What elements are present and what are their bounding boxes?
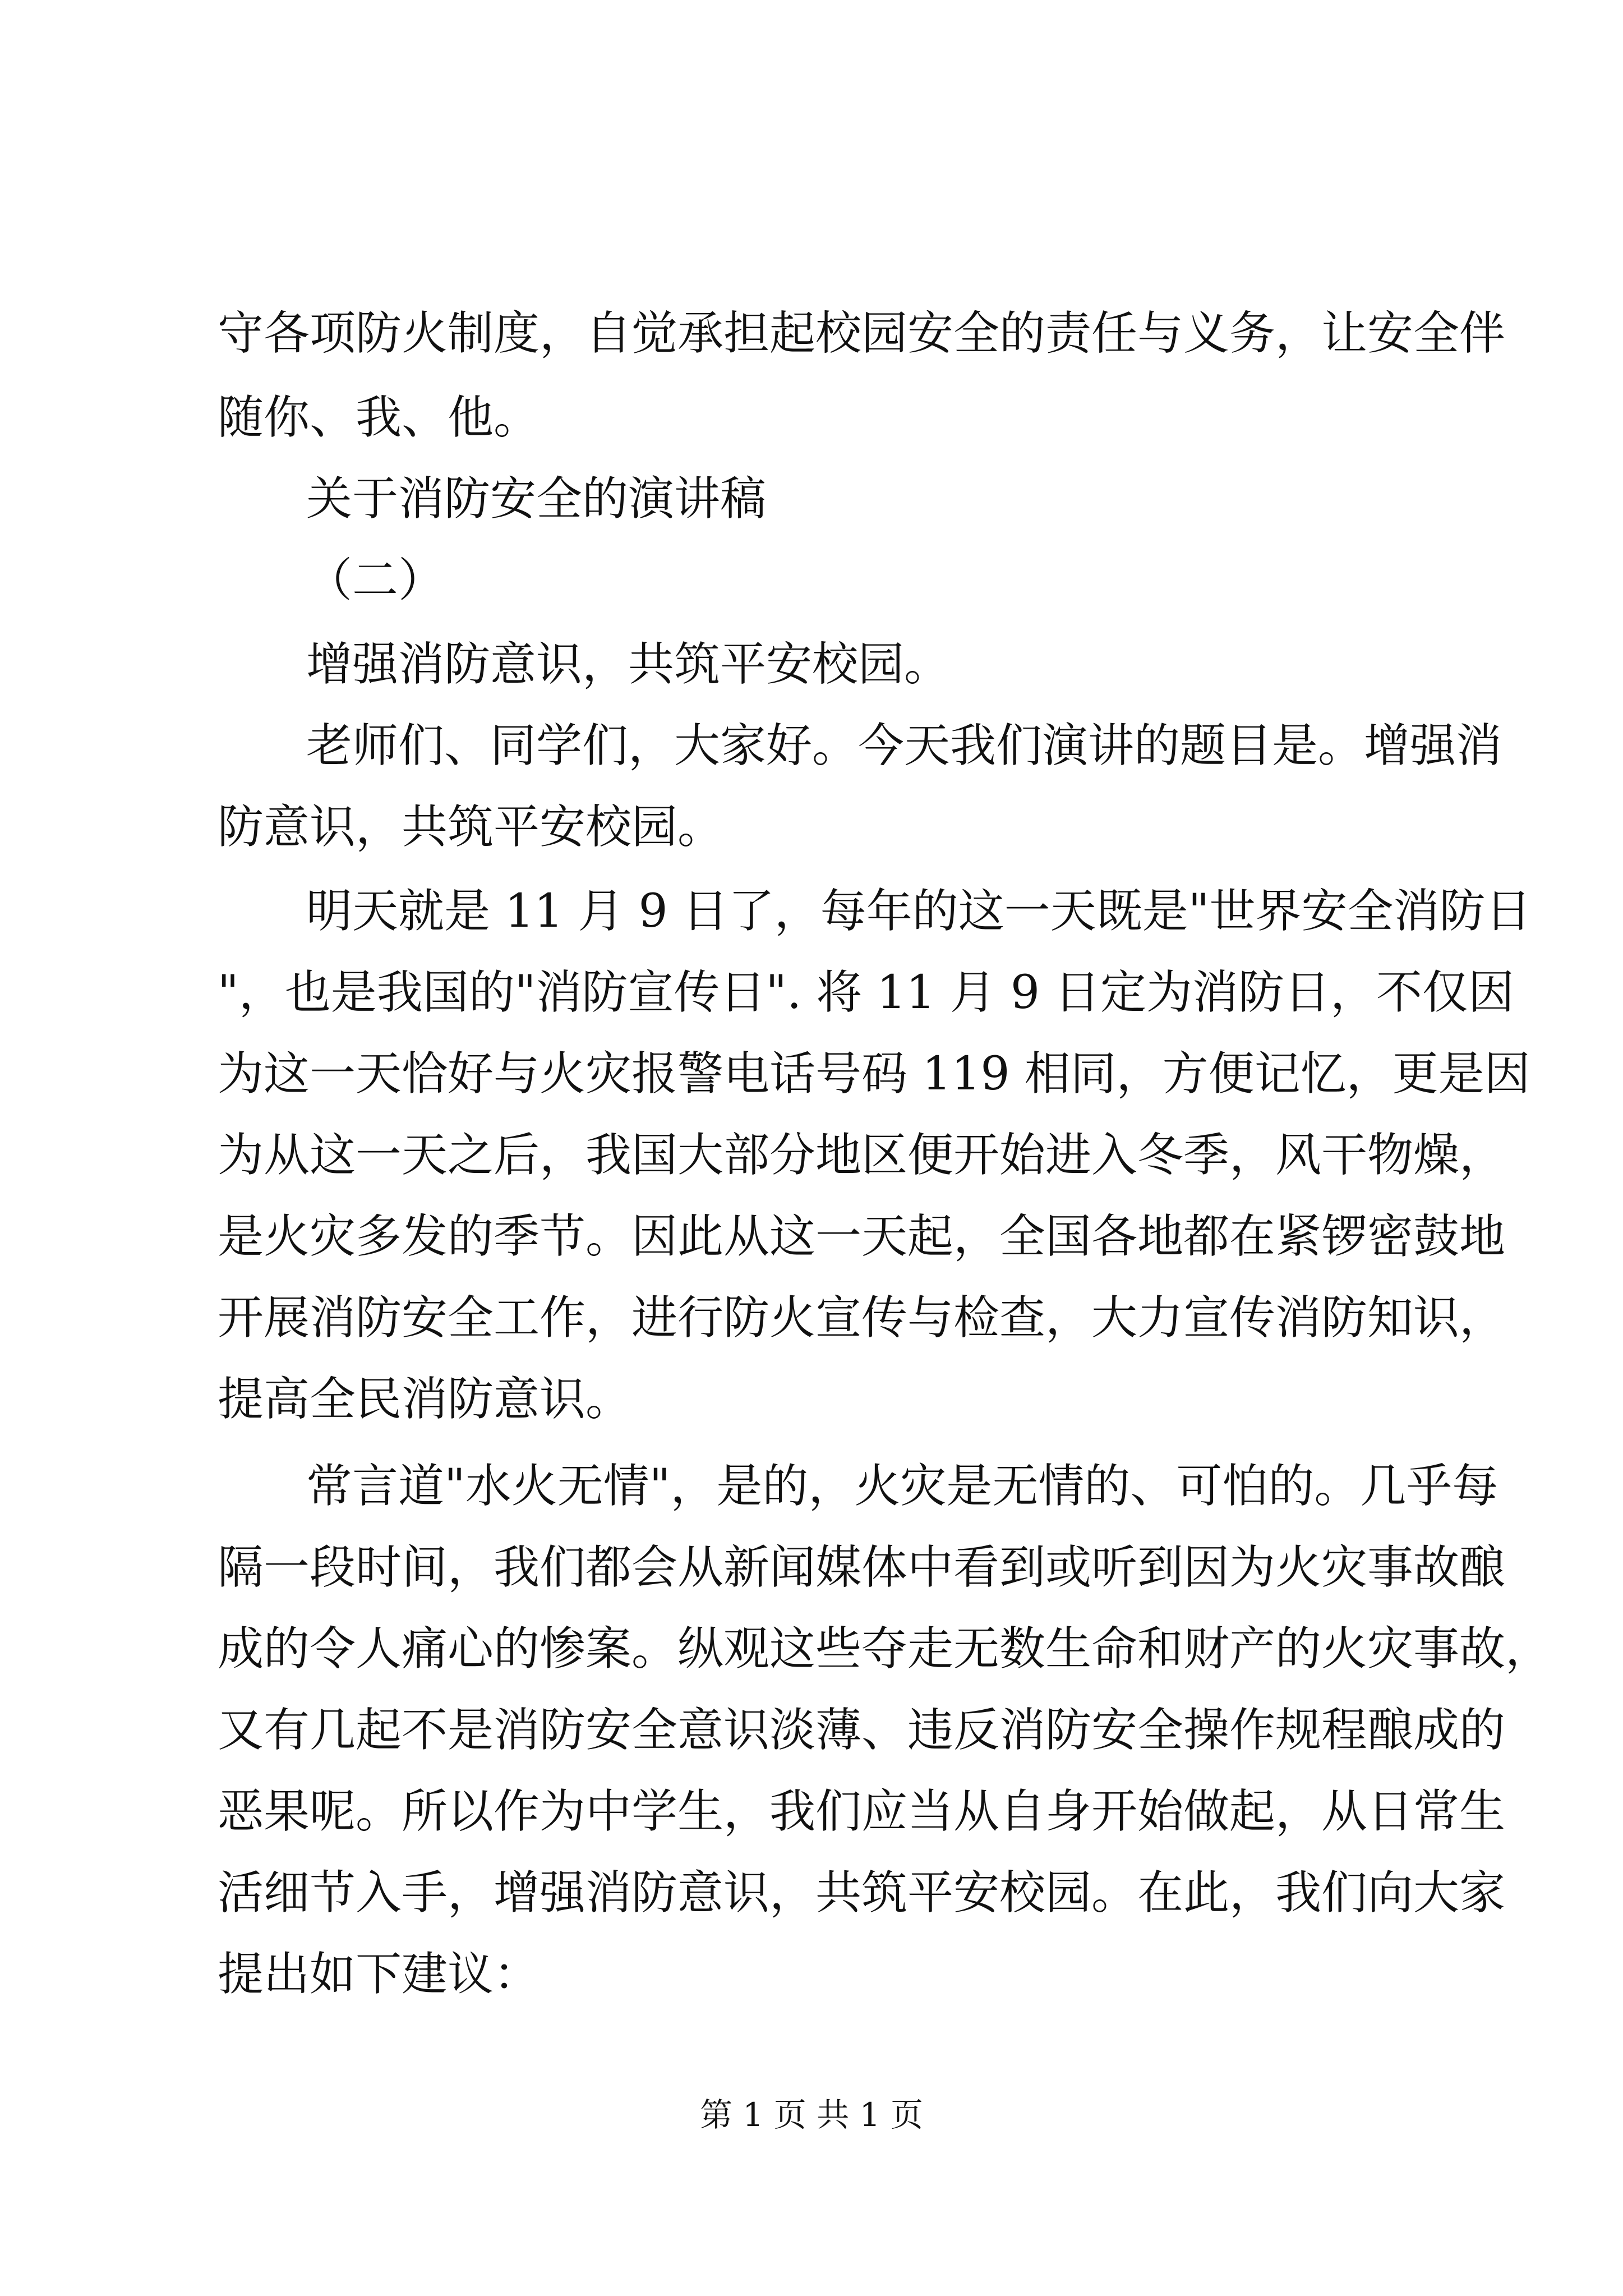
speech-title: 关于消防安全的演讲稿 xyxy=(306,472,767,526)
text-line: "，也是我国的"消防宣传日". 将 11 月 9 日定为消防日，不仅因 xyxy=(218,966,1515,1019)
text-line: 守各项防火制度，自觉承担起校园安全的责任与义务，让安全伴 xyxy=(218,307,1506,360)
text-line: 常言道"水火无情"，是的，火灾是无情的、可怕的。几乎每 xyxy=(306,1460,1498,1513)
text-line: 隔一段时间，我们都会从新闻媒体中看到或听到因为火灾事故酿 xyxy=(218,1541,1506,1594)
text-line: 随你、我、他。 xyxy=(218,391,540,444)
text-line: 活细节入手，增强消防意识，共筑平安校园。在此，我们向大家 xyxy=(218,1866,1506,1920)
text-line: 为从这一天之后，我国大部分地区便开始进入冬季，风干物燥， xyxy=(218,1129,1506,1182)
text-line: 明天就是 11 月 9 日了，每年的这一天既是"世界安全消防日 xyxy=(306,885,1532,938)
text-line: 防意识，共筑平安校园。 xyxy=(218,800,724,854)
text-line: 恶果呢。所以作为中学生，我们应当从自身开始做起，从日常生 xyxy=(218,1785,1506,1838)
text-line: 又有几起不是消防安全意识淡薄、违反消防安全操作规程酿成的 xyxy=(218,1704,1506,1757)
text-line: 提出如下建议： xyxy=(218,1948,540,2001)
section-number: （二） xyxy=(306,554,445,607)
text-line: 老师们、同学们，大家好。今天我们演讲的题目是。增强消 xyxy=(306,719,1502,772)
speech-subtitle: 增强消防意识，共筑平安校园。 xyxy=(306,638,951,691)
page-footer: 第 1 页 共 1 页 xyxy=(700,2096,923,2134)
text-line: 开展消防安全工作，进行防火宣传与检查，大力宣传消防知识， xyxy=(218,1291,1506,1345)
text-line: 为这一天恰好与火灾报警电话号码 119 相同，方便记忆，更是因 xyxy=(218,1047,1530,1101)
text-line: 是火灾多发的季节。因此从这一天起，全国各地都在紧锣密鼓地 xyxy=(218,1210,1506,1263)
text-line: 成的令人痛心的惨案。纵观这些夺走无数生命和财产的火灾事故， xyxy=(218,1622,1552,1676)
text-line: 提高全民消防意识。 xyxy=(218,1373,632,1426)
